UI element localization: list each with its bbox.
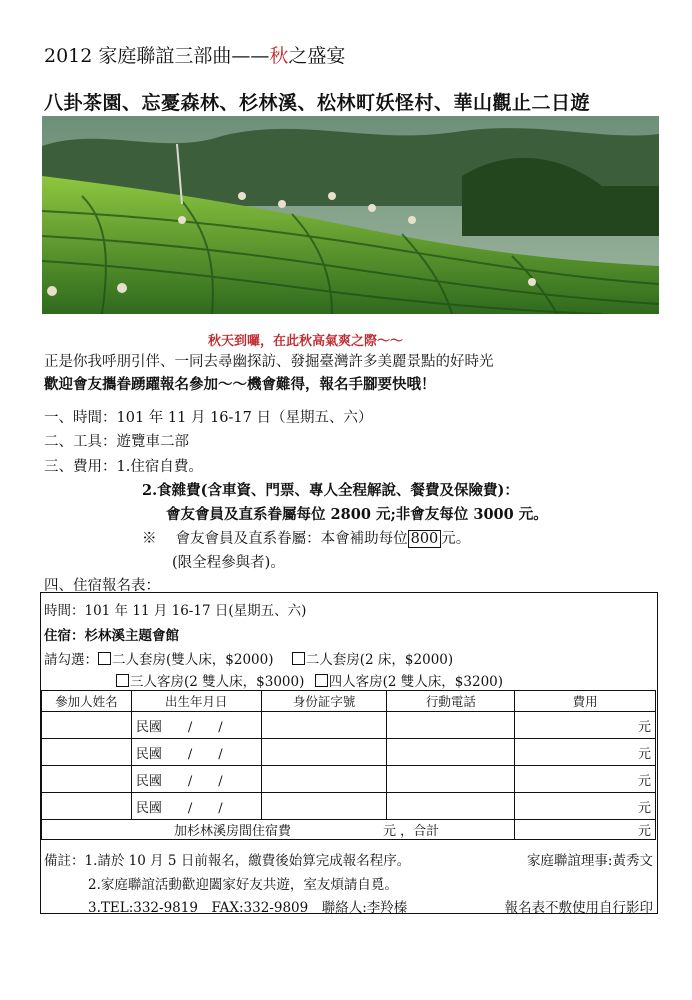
room2-checkbox[interactable] bbox=[292, 652, 305, 665]
fee-field[interactable]: 元 bbox=[515, 712, 656, 739]
room4-label: 四人客房(2 雙人床，$3200) bbox=[328, 674, 504, 690]
room1-checkbox[interactable] bbox=[98, 652, 111, 665]
remark-2: 2.家庭聯誼活動歡迎闔家好友共遊，室友煩請自覓。 bbox=[88, 877, 398, 893]
room2-label: 二人套房(2 床，$2000) bbox=[305, 652, 454, 668]
participant-table bbox=[41, 690, 656, 840]
page-subtitle: 八卦茶園、忘憂森林、杉林溪、松林町妖怪村、華山觀止二日遊 bbox=[44, 92, 591, 114]
col-name: 參加人姓名 bbox=[42, 691, 132, 712]
copy-note: 報名表不敷使用自行影印 bbox=[504, 900, 653, 916]
slogan: 秋天到囉，在此秋高氣爽之際～～ bbox=[208, 334, 404, 349]
room3-label: 三人客房(2 雙人床，$3000) bbox=[130, 674, 305, 690]
birth-field[interactable]: 民國 / / bbox=[131, 766, 261, 793]
phone-field[interactable] bbox=[387, 793, 515, 820]
table-header-row bbox=[42, 691, 656, 712]
table-row bbox=[42, 793, 656, 820]
registration-heading: 四、住宿報名表： bbox=[44, 578, 160, 594]
name-field[interactable] bbox=[42, 712, 132, 739]
name-field[interactable] bbox=[42, 739, 132, 766]
col-phone: 行動電話 bbox=[387, 691, 515, 712]
remark-1-text: 備註：1.請於 10 月 5 日前報名，繳費後始算完成報名程序。 bbox=[44, 853, 411, 869]
title-text-1: 2012 家庭聯誼三部曲—— bbox=[44, 45, 270, 67]
extra-lodging-unit: 元 ，合計 bbox=[383, 824, 440, 839]
phone-field[interactable] bbox=[387, 766, 515, 793]
page-title bbox=[44, 41, 345, 68]
name-field[interactable] bbox=[42, 793, 132, 820]
id-field[interactable] bbox=[261, 712, 387, 739]
subsidy-note-condition: (限全程參與者)。 bbox=[172, 555, 285, 571]
room-choice-row-1 bbox=[44, 648, 453, 668]
phone-field[interactable] bbox=[387, 712, 515, 739]
extra-lodging-cell bbox=[42, 820, 515, 840]
item-time: 一、時間：101 年 11 月 16-17 日（星期五、六） bbox=[44, 410, 373, 426]
fee-field[interactable]: 元 bbox=[515, 766, 656, 793]
fee-field[interactable]: 元 bbox=[515, 739, 656, 766]
id-field[interactable] bbox=[261, 766, 387, 793]
col-birth: 出生年月日 bbox=[131, 691, 261, 712]
title-text-2: 之盛宴 bbox=[288, 45, 346, 67]
subsidy-note bbox=[142, 527, 470, 548]
subsidy-amount: 800 bbox=[408, 530, 442, 548]
room3-checkbox[interactable] bbox=[116, 674, 129, 687]
intro-line-2: 歡迎會友攜眷踴躍報名參加～～機會難得，報名手腳要快哦！ bbox=[44, 376, 436, 393]
subsidy-note-prefix: ※ 會友會員及直系眷屬：本會補助每位 bbox=[142, 531, 408, 547]
id-field[interactable] bbox=[261, 793, 387, 820]
table-row bbox=[42, 739, 656, 766]
id-field[interactable] bbox=[261, 739, 387, 766]
item-transport: 二、工具：遊覽車二部 bbox=[44, 434, 189, 450]
extra-lodging-label: 加杉林溪房間住宿費 bbox=[174, 824, 292, 839]
extra-lodging-row bbox=[42, 820, 656, 840]
room4-checkbox[interactable] bbox=[315, 674, 328, 687]
birth-field[interactable]: 民國 / / bbox=[131, 739, 261, 766]
table-row bbox=[42, 766, 656, 793]
tea-plantation-photo bbox=[42, 116, 659, 314]
table-row bbox=[42, 712, 656, 739]
name-field[interactable] bbox=[42, 766, 132, 793]
col-fee: 費用 bbox=[515, 691, 656, 712]
room-choice-row-2 bbox=[116, 670, 503, 690]
remark-1 bbox=[44, 849, 410, 869]
fee-field[interactable]: 元 bbox=[515, 793, 656, 820]
remark-3: 3.TEL:332-9819 FAX:332-9809 聯絡人:李羚榛 bbox=[88, 900, 408, 916]
room1-label: 二人套房(雙人床，$2000) bbox=[112, 652, 274, 668]
manager-name: 家庭聯誼理事:黃秀文 bbox=[526, 853, 653, 869]
title-highlight: 秋 bbox=[269, 45, 289, 67]
choose-label: 請勾選： bbox=[44, 652, 98, 668]
birth-field[interactable]: 民國 / / bbox=[131, 712, 261, 739]
birth-field[interactable]: 民國 / / bbox=[131, 793, 261, 820]
item-fee-2-line-2: 會友會員及直系眷屬每位 2800 元;非會友每位 3000 元。 bbox=[166, 506, 548, 523]
item-fee: 三、費用：1.住宿自費。 bbox=[44, 459, 203, 475]
item-fee-2-line-1: 2.食雜費(含車資、門票、專人全程解說、餐費及保險費)： bbox=[142, 482, 519, 499]
total-fee-field[interactable]: 元 bbox=[515, 820, 656, 840]
registration-form bbox=[40, 592, 658, 914]
subsidy-note-suffix: 元。 bbox=[441, 531, 471, 547]
phone-field[interactable] bbox=[387, 739, 515, 766]
form-lodging: 住宿：杉林溪主題會館 bbox=[44, 628, 179, 644]
form-time: 時間：101 年 11 月 16-17 日(星期五、六) bbox=[44, 603, 307, 619]
intro-line-1: 正是你我呼朋引伴、一同去尋幽探訪、發掘臺灣許多美麗景點的好時光 bbox=[44, 354, 494, 370]
col-id: 身份証字號 bbox=[261, 691, 387, 712]
